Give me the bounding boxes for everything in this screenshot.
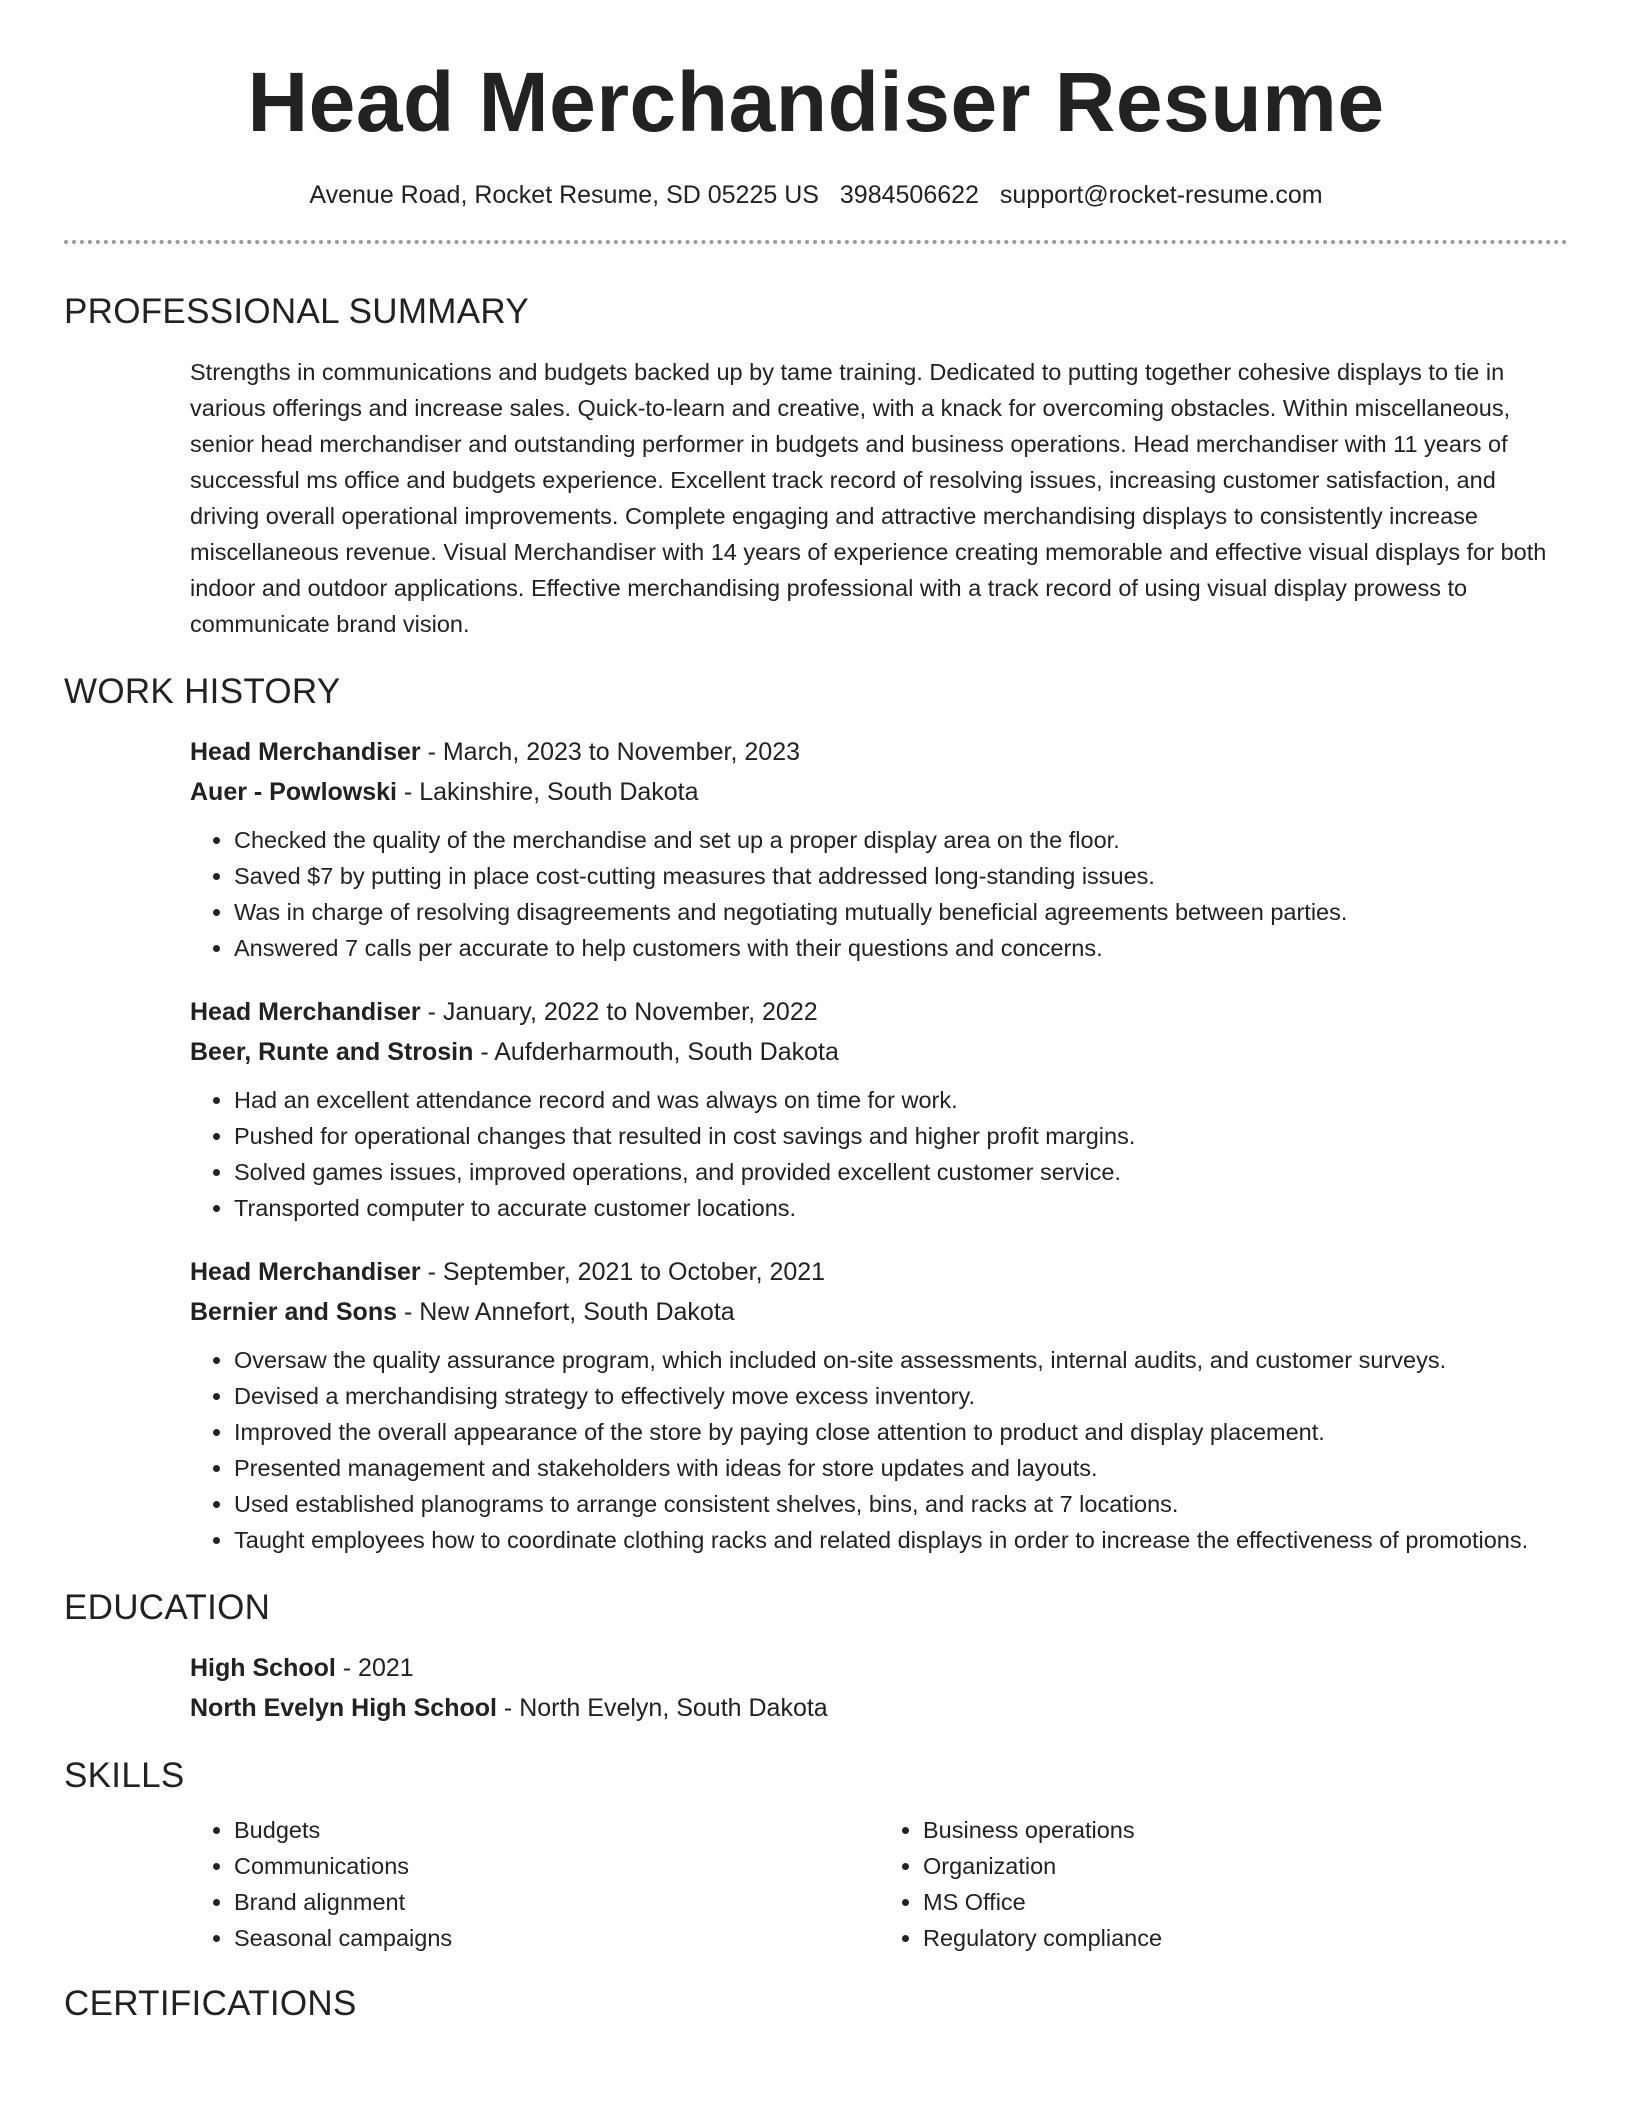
- section-title-work: WORK HISTORY: [64, 672, 341, 711]
- list-item: • Presented management and stakeholders with ideas for store updates and layouts.: [234, 1450, 1568, 1486]
- list-item: • Devised a merchandising strategy to effectively move excess inventory.: [234, 1378, 1568, 1414]
- header-divider: [64, 240, 1568, 244]
- job-title-line: [190, 732, 1568, 772]
- contact-phone: 3984506622: [839, 181, 979, 209]
- skills-list-left: [190, 1812, 879, 1956]
- job-bullets: [190, 1342, 1568, 1558]
- job-entry: [190, 732, 1568, 966]
- list-item: • MS Office: [923, 1884, 1568, 1920]
- job-bullets: [190, 1082, 1568, 1226]
- job-entry: [190, 1252, 1568, 1558]
- resume-title: Head Merchandiser Resume: [247, 55, 1385, 149]
- contact-address: Avenue Road, Rocket Resume, SD 05225 US: [309, 181, 819, 209]
- list-item: • Communications: [234, 1848, 879, 1884]
- list-item: • Improved the overall appearance of the store by paying close attention to product and display placement.: [234, 1414, 1568, 1450]
- list-item: • Taught employees how to coordinate clothing racks and related displays in order to increase the effectiveness of promotions.: [234, 1522, 1568, 1558]
- summary-text: Strengths in communications and budgets backed up by tame training. Dedicated to putting together cohesive displays to tie in various offerings and increase sales. Quick-to-learn and creative, with a knack for overcoming obstacles. Within miscellaneous, senior head merchandiser and outstanding performer in budgets and business operations. Head merchandiser with 11 years of successful ms office and budgets experience. Excellent track record of resolving issues, increasing customer satisfaction, and driving overall operational improvements. Complete engaging and attractive merchandising displays to consistently increase miscellaneous revenue. Visual Merchandiser with 14 years of experience creating memorable and effective visual displays for both indoor and outdoor applications. Effective merchandising professional with a track record of using visual display prowess to communicate brand vision.: [190, 359, 1547, 637]
- list-item: • Pushed for operational changes that resulted in cost savings and higher profit margins.: [234, 1118, 1568, 1154]
- list-item: • Seasonal campaigns: [234, 1920, 879, 1956]
- list-item: • Regulatory compliance: [923, 1920, 1568, 1956]
- list-item: • Oversaw the quality assurance program, which included on-site assessments, internal audits, and customer surveys.: [234, 1342, 1568, 1378]
- education-degree: High School: [190, 1654, 336, 1682]
- job-title: Head Merchandiser: [190, 1258, 421, 1286]
- job-title: Head Merchandiser: [190, 738, 421, 766]
- list-item: • Answered 7 calls per accurate to help customers with their questions and concerns.: [234, 930, 1568, 966]
- education-school: North Evelyn High School: [190, 1694, 497, 1722]
- job-company: Beer, Runte and Strosin: [190, 1038, 474, 1066]
- job-title-line: [190, 1252, 1568, 1292]
- job-location: - New Annefort, South Dakota: [397, 1298, 735, 1326]
- job-company: Auer - Powlowski: [190, 778, 397, 806]
- job-dates: - March, 2023 to November, 2023: [420, 738, 801, 766]
- education-school-line: [190, 1688, 1568, 1728]
- section-title-skills: SKILLS: [64, 1756, 185, 1795]
- list-item: • Checked the quality of the merchandise and set up a proper display area on the floor.: [234, 822, 1568, 858]
- list-item: • Saved $7 by putting in place cost-cutting measures that addressed long-standing issues.: [234, 858, 1568, 894]
- list-item: • Was in charge of resolving disagreements and negotiating mutually beneficial agreements between parties.: [234, 894, 1568, 930]
- section-title-education: EDUCATION: [64, 1588, 271, 1627]
- education-location: - North Evelyn, South Dakota: [496, 1694, 828, 1722]
- education-degree-line: [190, 1648, 1568, 1688]
- section-title-certifications: CERTIFICATIONS: [64, 1984, 357, 2023]
- skills-list-right: [879, 1812, 1568, 1956]
- job-dates: - September, 2021 to October, 2021: [420, 1258, 826, 1286]
- contact-email: support@rocket-resume.com: [999, 181, 1323, 209]
- list-item: • Had an excellent attendance record and was always on time for work.: [234, 1082, 1568, 1118]
- list-item: • Used established planograms to arrange consistent shelves, bins, and racks at 7 locations.: [234, 1486, 1568, 1522]
- job-company-line: [190, 1292, 1568, 1332]
- list-item: • Brand alignment: [234, 1884, 879, 1920]
- education-entry: [64, 1648, 1568, 1728]
- job-entry: [190, 992, 1568, 1226]
- job-company-line: [190, 1032, 1568, 1072]
- job-company: Bernier and Sons: [190, 1298, 397, 1326]
- list-item: • Organization: [923, 1848, 1568, 1884]
- list-item: • Budgets: [234, 1812, 879, 1848]
- contact-line: [64, 178, 1568, 212]
- job-location: - Lakinshire, South Dakota: [396, 778, 699, 806]
- work-history: [64, 732, 1568, 1558]
- job-bullets: [190, 822, 1568, 966]
- list-item: • Business operations: [923, 1812, 1568, 1848]
- job-company-line: [190, 772, 1568, 812]
- skills-grid: [64, 1798, 1568, 1956]
- education-year: - 2021: [335, 1654, 414, 1682]
- job-location: - Aufderharmouth, South Dakota: [473, 1038, 839, 1066]
- job-title-line: [190, 992, 1568, 1032]
- job-title: Head Merchandiser: [190, 998, 421, 1026]
- section-title-summary: PROFESSIONAL SUMMARY: [64, 292, 529, 331]
- job-dates: - January, 2022 to November, 2022: [420, 998, 818, 1026]
- list-item: • Solved games issues, improved operations, and provided excellent customer service.: [234, 1154, 1568, 1190]
- list-item: • Transported computer to accurate customer locations.: [234, 1190, 1568, 1226]
